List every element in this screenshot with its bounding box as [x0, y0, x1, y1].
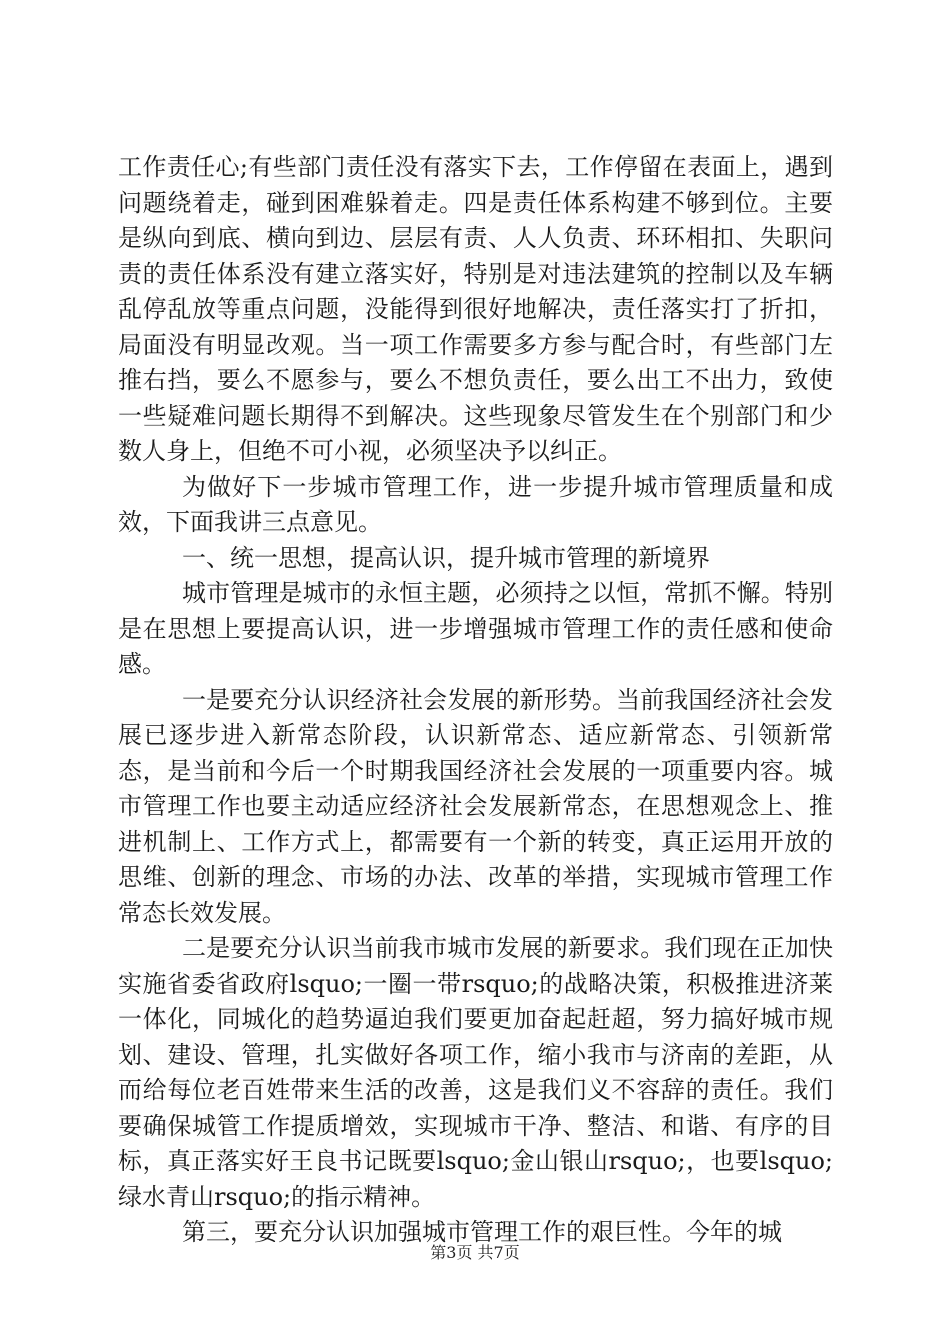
section-heading: 一、统一思想，提高认识，提升城市管理的新境界	[182, 543, 710, 572]
document-body	[118, 150, 833, 1251]
paragraph: 二是要充分认识当前我市城市发展的新要求。我们现在正加快实施省委省政府lsquo;一圈一带rsquo;的战略决策，积极推进济莱一体化，同城化的趋势逼迫我们要更加奋起赶超，努力搞好城市规划、建设、管理，扎实做好各项工作，缩小我市与济南的差距，从而给每位老百姓带来生活的改善，这是我们义不容辞的责任。我们要确保城管工作提质增效，实现城市干净、整洁、和谐、有序的目标，真正落实好王良书记既要lsquo;金山银山rsquo;，也要lsquo;绿水青山rsquo;的指示精神。	[118, 934, 833, 1211]
paragraph: 一是要充分认识经济社会发展的新形势。当前我国经济社会发展已逐步进入新常态阶段，认识新常态、适应新常态、引领新常态，是当前和今后一个时期我国经济社会发展的一项重要内容。城市管理工作也要主动适应经济社会发展新常态，在思想观念上、推进机制上、工作方式上，都需要有一个新的转变，真正运用开放的思维、创新的理念、市场的办法、改革的举措，实现城市管理工作常态长效发展。	[118, 685, 833, 927]
paragraph: 为做好下一步城市管理工作，进一步提升城市管理质量和成效，下面我讲三点意见。	[118, 472, 833, 536]
page-footer: 第3页 共7页	[430, 1243, 520, 1262]
paragraph: 城市管理是城市的永恒主题，必须持之以恒，常抓不懈。特别是在思想上要提高认识，进一步增强城市管理工作的责任感和使命感。	[118, 579, 833, 678]
paragraph: 第三，要充分认识加强城市管理工作的艰巨性。今年的城	[182, 1218, 782, 1246]
paragraph: 工作责任心;有些部门责任没有落实下去，工作停留在表面上，遇到问题绕着走，碰到困难躲着走。四是责任体系构建不够到位。主要是纵向到底、横向到边、层层有责、人人负责、环环相扣、失职问责的责任体系没有建立落实好，特别是对违法建筑的控制以及车辆乱停乱放等重点问题，没能得到很好地解决，责任落实打了折扣，局面没有明显改观。当一项工作需要多方参与配合时，有些部门左推右挡，要么不愿参与，要么不想负责任，要么出工不出力，致使一些疑难问题长期得不到解决。这些现象尽管发生在个别部门和少数人身上，但绝不可小视，必须坚决予以纠正。	[118, 153, 833, 465]
